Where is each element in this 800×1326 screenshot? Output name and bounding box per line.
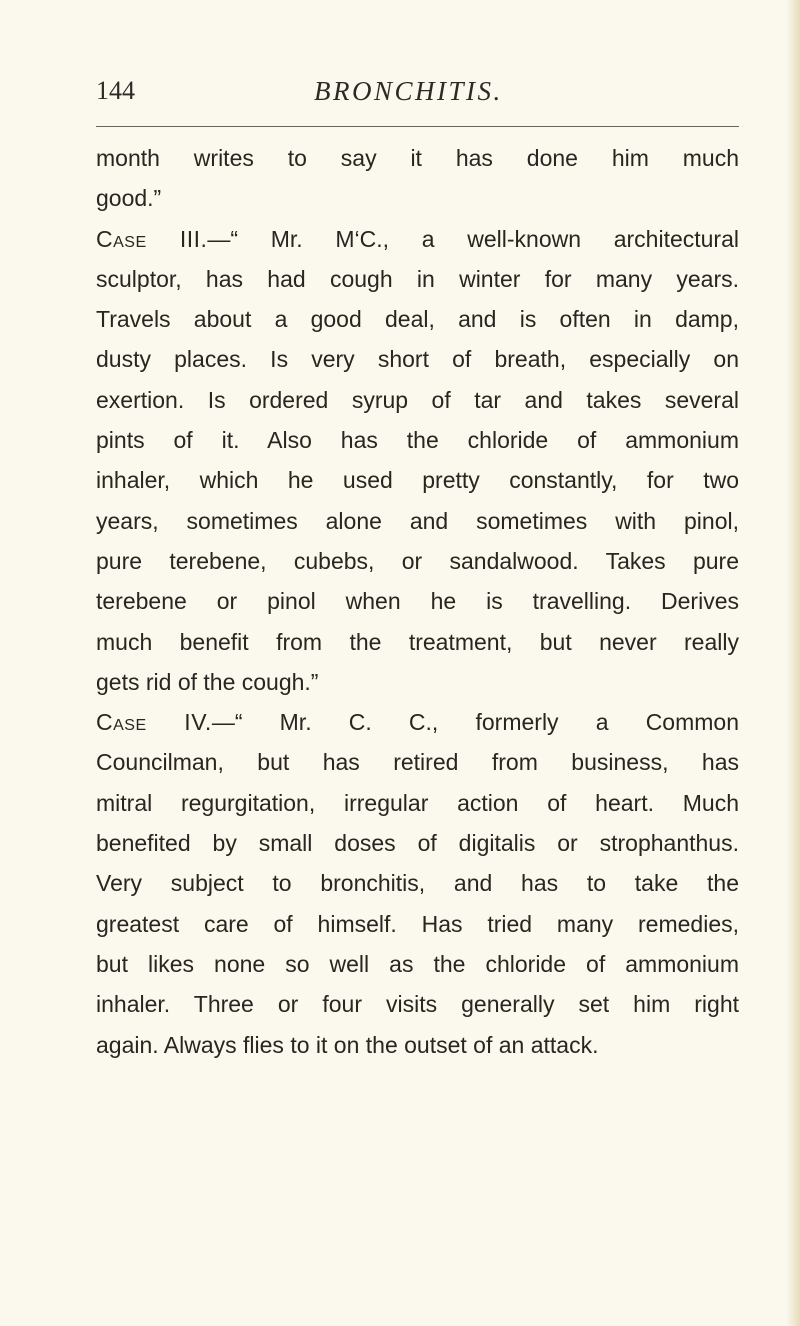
text-line: inhaler. Three or four visits generally set him right <box>96 991 739 1018</box>
text-line: Travels about a good deal, and is often in damp, <box>96 306 739 333</box>
text-line: years, sometimes alone and sometimes with pinol, <box>96 507 739 534</box>
text-line: Very subject to bronchitis, and has to take the <box>96 870 739 897</box>
text-line: much benefit from the treatment, but never really <box>96 628 739 655</box>
text-line: greatest care of himself. Has tried many remedies, <box>96 910 739 937</box>
text-line: Councilman, but has retired from business, has <box>96 749 739 776</box>
text-line: good.” <box>96 185 162 212</box>
text-line: benefited by small doses of digitalis or strophanthus. <box>96 830 739 857</box>
text-line: but likes none so well as the chloride of ammonium <box>96 950 739 977</box>
text-line: mitral regurgitation, irregular action of heart. Much <box>96 789 739 816</box>
text-line: again. Always flies to it on the outset of an attack. <box>96 1031 599 1058</box>
page-edge <box>786 0 800 1326</box>
text-line: pints of it. Also has the chloride of ammonium <box>96 427 739 454</box>
text-line: gets rid of the cough.” <box>96 668 319 695</box>
text-line: month writes to say it has done him much <box>96 145 739 171</box>
page-header <box>96 72 736 112</box>
case-heading: Case III. <box>96 225 208 252</box>
text-line: dusty places. Is very short of breath, especially on <box>96 346 739 373</box>
body-text <box>96 138 739 1065</box>
case-heading: Case IV. <box>96 709 212 736</box>
text-line: Case III.—“ Mr. M‘C., a well-known architectural <box>96 225 739 252</box>
text-line: exertion. Is ordered syrup of tar and takes several <box>96 386 739 413</box>
header-rule <box>96 126 739 127</box>
text-line: sculptor, has had cough in winter for many years. <box>96 265 739 292</box>
text-line: inhaler, which he used pretty constantly, for two <box>96 467 739 494</box>
running-head: BRONCHITIS. <box>314 76 503 106</box>
text-line: terebene or pinol when he is travelling. Derives <box>96 588 739 615</box>
page-number: 144 <box>96 76 135 105</box>
text-line: Case IV.—“ Mr. C. C., formerly a Common <box>96 709 739 736</box>
text-line: pure terebene, cubebs, or sandalwood. Takes pure <box>96 547 739 574</box>
